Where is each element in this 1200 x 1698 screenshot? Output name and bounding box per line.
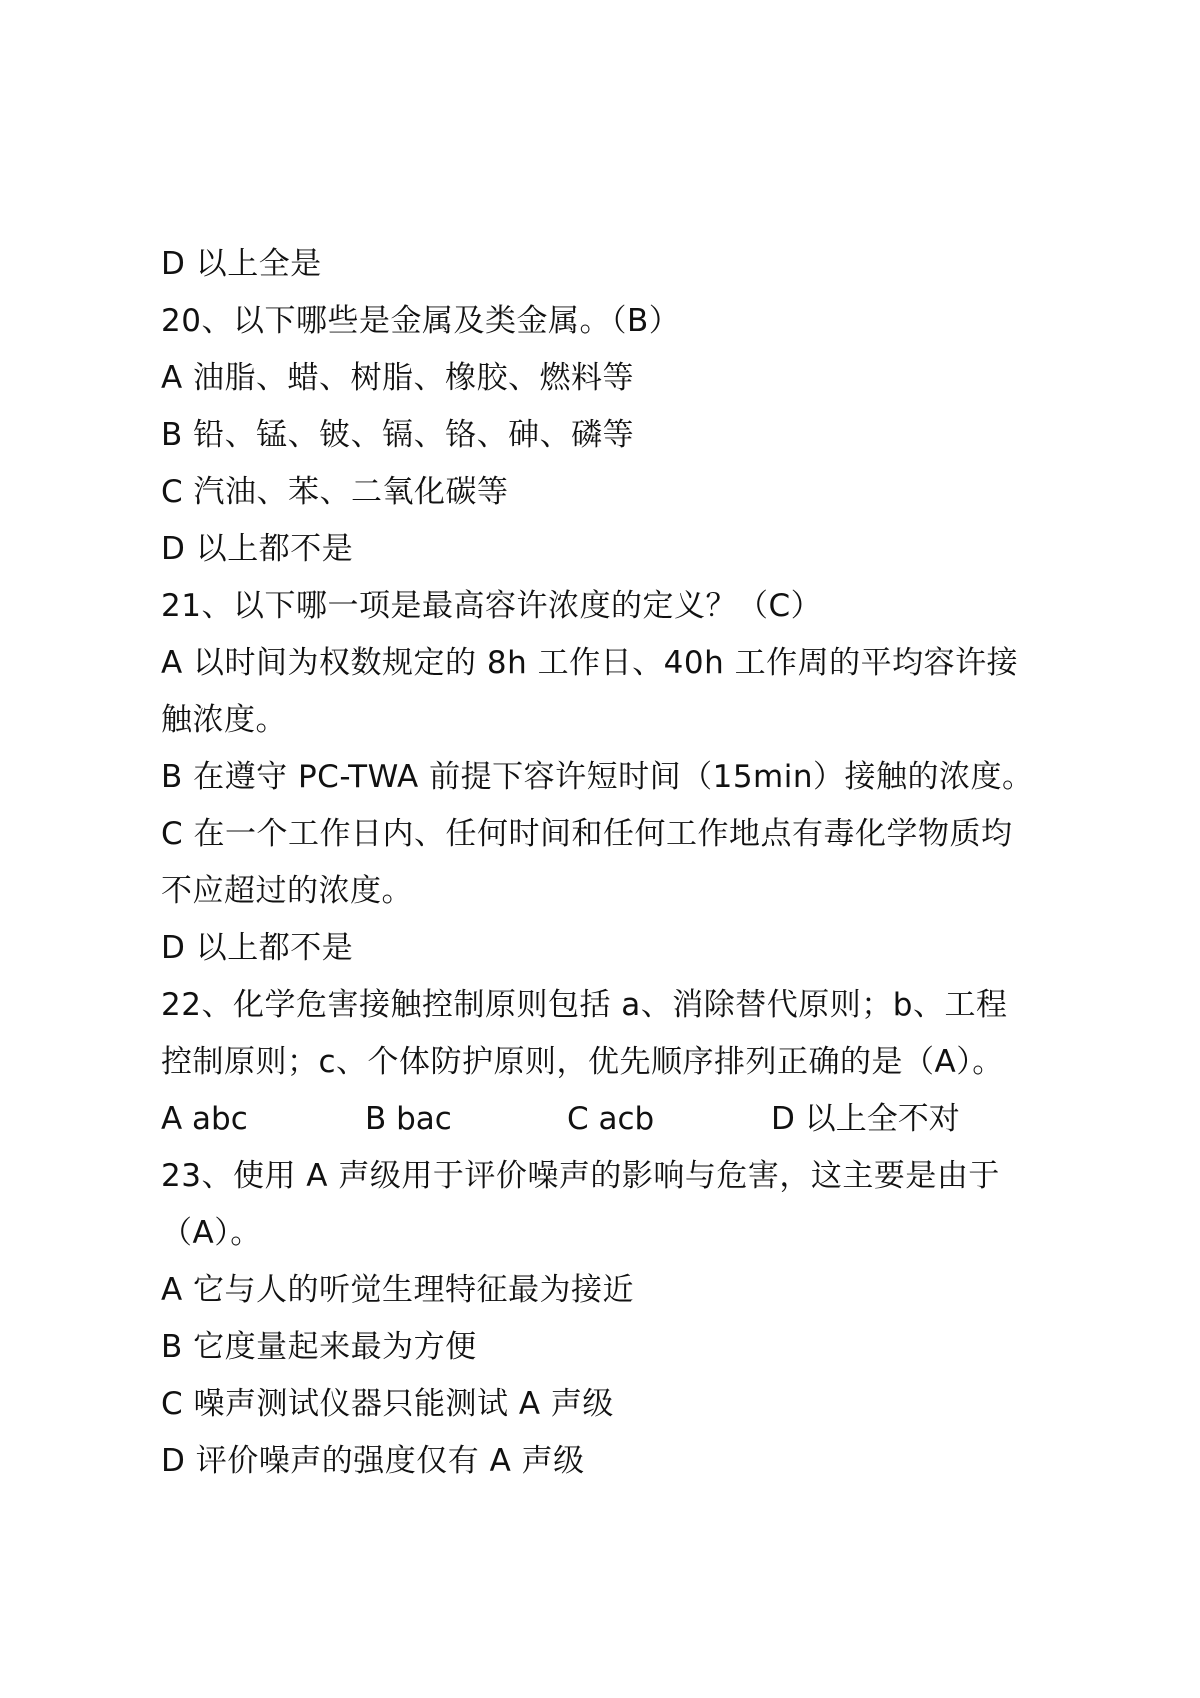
document-body <box>161 236 1061 1490</box>
q22-option-b: B bac <box>365 1101 452 1137</box>
q22-question: 22、化学危害接触控制原则包括 a、消除替代原则；b、工程 <box>161 987 1008 1023</box>
q23-question: 23、使用 A 声级用于评价噪声的影响与危害，这主要是由于 <box>161 1158 1000 1194</box>
q21-option-a-continued: 触浓度。 <box>161 702 287 738</box>
q20-option-c: C 汽油、苯、二氧化碳等 <box>161 474 509 510</box>
q21-option-d: D 以上都不是 <box>161 930 354 966</box>
q22-option-c: C acb <box>567 1101 655 1137</box>
q22-option-d: D 以上全不对 <box>771 1101 960 1137</box>
q22-option-a: A abc <box>161 1101 248 1137</box>
q23-option-b: B 它度量起来最为方便 <box>161 1329 477 1365</box>
q23-option-d: D 评价噪声的强度仅有 A 声级 <box>161 1443 585 1479</box>
q21-option-b: B 在遵守 PC-TWA 前提下容许短时间（15min）接触的浓度。 <box>161 759 1034 795</box>
q20-option-a: A 油脂、蜡、树脂、橡胶、燃料等 <box>161 360 635 396</box>
q20-question: 20、以下哪些是金属及类金属。（B） <box>161 303 681 339</box>
q23-option-a: A 它与人的听觉生理特征最为接近 <box>161 1272 635 1308</box>
q20-option-b: B 铅、锰、铍、镉、铬、砷、磷等 <box>161 417 635 453</box>
q20-option-d: D 以上都不是 <box>161 531 354 567</box>
q22-question-continued: 控制原则；c、个体防护原则，优先顺序排列正确的是（A）。 <box>161 1044 1004 1080</box>
q21-question: 21、以下哪一项是最高容许浓度的定义？（C） <box>161 588 823 624</box>
q21-option-a: A 以时间为权数规定的 8h 工作日、40h 工作周的平均容许接 <box>161 645 1019 681</box>
q19-option-d: D 以上全是 <box>161 246 322 282</box>
q21-option-c-continued: 不应超过的浓度。 <box>161 873 413 909</box>
q22-options <box>161 1091 1061 1148</box>
q23-option-c: C 噪声测试仪器只能测试 A 声级 <box>161 1386 614 1422</box>
q21-option-c: C 在一个工作日内、任何时间和任何工作地点有毒化学物质均 <box>161 816 1013 852</box>
q23-question-continued: （A）。 <box>161 1215 262 1251</box>
